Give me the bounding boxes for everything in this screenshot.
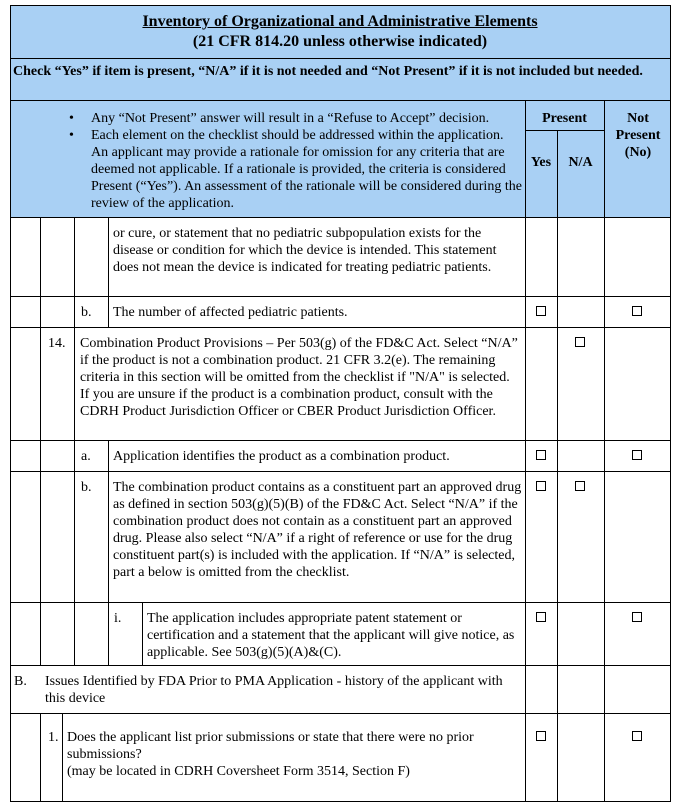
rule-indent-3b bbox=[108, 440, 109, 666]
item-13b-label: b. bbox=[81, 305, 92, 320]
rule-indent-2c bbox=[74, 440, 75, 666]
col-not-present-header: Not Present (No) bbox=[615, 111, 661, 160]
item-14-text: Combination Product Provisions – Per 503(g) of the FD&C Act. Select “N/A” if the product is not a combination product. 21 CFR 3.2(e). The remaining criteria in this section will be omitted from the checklist if "N/A" is selected. If you are unsure if the product is a combination product, consult with the CDRH Product Jurisdiction Officer or CBER Product Jurisdiction Officer. bbox=[80, 336, 518, 419]
rule-row-section-b bbox=[10, 665, 671, 666]
rule-indent-1b bbox=[40, 713, 41, 802]
page-subtitle: (21 CFR 814.20 unless otherwise indicated) bbox=[192, 33, 488, 50]
item-14b-na-checkbox[interactable] bbox=[575, 481, 585, 491]
rule-col-na bbox=[557, 130, 558, 802]
rule-present-split bbox=[525, 130, 605, 131]
rule-indent-1 bbox=[40, 217, 41, 666]
item-13b-yes-checkbox[interactable] bbox=[536, 306, 546, 316]
question-1-note: (may be located in CDRH Coversheet Form 3514, Section F) bbox=[67, 764, 410, 779]
rule-indent-3a bbox=[108, 217, 109, 327]
rule-under-title bbox=[10, 58, 671, 59]
item-14bi-text: The application includes appropriate patent statement or certification and a statement that the applicant will give notice, as applicable. See 503(g)(5)(A)&(C). bbox=[147, 611, 515, 660]
rule-row-13b bbox=[10, 296, 671, 297]
item-14bi-yes-checkbox[interactable] bbox=[536, 612, 546, 622]
rule-right bbox=[670, 5, 671, 802]
instructions-text: Check “Yes” if item is present, “N/A” if it is not needed and “Not Present” if it is not included but needed. bbox=[13, 64, 643, 79]
item-13b-not-present-checkbox[interactable] bbox=[632, 306, 642, 316]
question-1-not-present-checkbox[interactable] bbox=[632, 731, 642, 741]
item-14b-yes-checkbox[interactable] bbox=[536, 481, 546, 491]
section-b-text: Issues Identified by FDA Prior to PMA Application - history of the applicant with this device bbox=[45, 674, 503, 706]
item-14a-yes-checkbox[interactable] bbox=[536, 450, 546, 460]
rule-left bbox=[10, 5, 11, 802]
rule-col-yes bbox=[525, 100, 526, 802]
rule-bottom bbox=[10, 801, 671, 802]
section-b-label: B. bbox=[14, 674, 27, 689]
question-1-yes-checkbox[interactable] bbox=[536, 731, 546, 741]
legend-bullet-rationale: • Each element on the checklist should be addressed within the application. An applicant may provide a rationale for omission for any criteria that are deemed not applicable. If a rationale is provided, the criteria is considered Present (“Yes”). An assessment of the rationale will be considered during the review of the application. bbox=[91, 127, 523, 212]
rule-top bbox=[10, 5, 671, 6]
page-title: Inventory of Organizational and Administrative Elements bbox=[142, 13, 538, 30]
rule-indent-4 bbox=[142, 602, 143, 666]
legend-bullets bbox=[91, 110, 523, 212]
question-1-text: Does the applicant list prior submissions or state that there were no prior submissions? bbox=[67, 730, 474, 762]
item-14bi-not-present-checkbox[interactable] bbox=[632, 612, 642, 622]
rule-col-not-present bbox=[604, 100, 605, 802]
item-14-number: 14. bbox=[48, 336, 66, 351]
rule-under-legend bbox=[10, 217, 671, 218]
item-14a-label: a. bbox=[81, 449, 91, 464]
rule-row-14 bbox=[10, 327, 671, 328]
item-14bi-label: i. bbox=[114, 611, 122, 626]
rule-indent-q1 bbox=[62, 713, 63, 802]
item-14-na-checkbox[interactable] bbox=[575, 337, 585, 347]
continuation-text: or cure, or statement that no pediatric subpopulation exists for the disease or condition for which the device is intended. This statement does not mean the device is indicated for treating pediatric patients. bbox=[113, 226, 497, 275]
col-yes-header: Yes bbox=[530, 155, 552, 170]
rule-row-q1 bbox=[10, 713, 671, 714]
rule-row-14bi bbox=[10, 602, 671, 603]
rule-row-14a bbox=[10, 440, 671, 441]
legend-bullet-refuse: • Any “Not Present” answer will result in a “Refuse to Accept” decision. bbox=[91, 110, 523, 127]
item-13b-text: The number of affected pediatric patients. bbox=[113, 305, 348, 320]
item-14a-not-present-checkbox[interactable] bbox=[632, 450, 642, 460]
rule-under-instructions bbox=[10, 100, 671, 101]
rule-row-14b bbox=[10, 471, 671, 472]
col-present-header: Present bbox=[542, 111, 587, 126]
rule-indent-2 bbox=[74, 217, 75, 327]
item-14b-text: The combination product contains as a constituent part an approved drug as defined in section 503(g)(5)(B) of the FD&C Act. Select “N/A” if the combination product does not contain as a constituent part an approved drug. Please also select “N/A” if a right of reference or use for the drug constituent part(s) is included with the application. If “N/A” is selected, part a below is omitted from the checklist. bbox=[113, 480, 522, 580]
item-14b-label: b. bbox=[81, 480, 92, 495]
item-14a-text: Application identifies the product as a combination product. bbox=[113, 449, 450, 464]
rule-indent-2b bbox=[74, 327, 75, 440]
col-na-header: N/A bbox=[568, 155, 593, 170]
question-1-number: 1. bbox=[48, 730, 59, 745]
